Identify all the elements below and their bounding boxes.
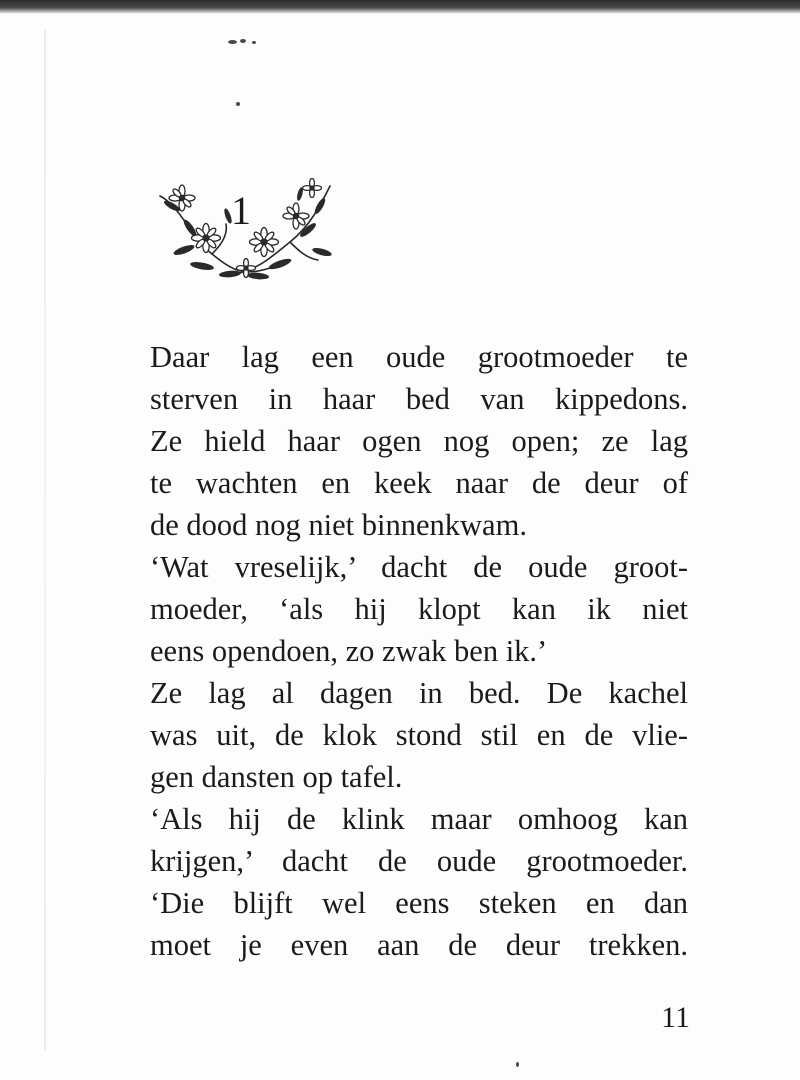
text-line: moeder, ‘als hij klopt kan ik niet — [150, 592, 688, 626]
page-number: 11 — [661, 1001, 690, 1034]
paragraph — [150, 672, 688, 798]
text-line: Ze hield haar ogen nog open; ze lag — [150, 424, 688, 458]
ink-speck — [516, 1062, 519, 1067]
text-line: Ze lag al dagen in bed. De kachel — [150, 676, 688, 710]
text-line: eens opendoen, zo zwak ben ik.’ — [150, 634, 548, 668]
text-line: Daar lag een oude grootmoeder te — [150, 340, 688, 374]
text-line: sterven in haar bed van kippedons. — [150, 382, 688, 416]
text-line: ‘Wat vreselijk,’ dacht de oude groot- — [150, 550, 688, 584]
ink-speck — [252, 41, 256, 44]
text-line: gen dansten op tafel. — [150, 760, 403, 794]
paragraph — [150, 546, 688, 672]
text-line: krijgen,’ dacht de oude grootmoeder. — [150, 844, 688, 878]
text-line: moet je even aan de deur trekken. — [150, 928, 688, 962]
paragraph — [150, 336, 688, 546]
paragraph — [150, 798, 688, 966]
chapter-body-text — [150, 336, 688, 966]
chapter-number: 1 — [231, 188, 251, 233]
text-line: was uit, de klok stond stil en de vlie- — [150, 718, 688, 752]
text-line: de dood nog niet binnenkwam. — [150, 508, 527, 542]
scan-top-edge — [0, 0, 800, 14]
ink-speck — [236, 102, 240, 106]
ink-speck — [228, 40, 237, 44]
page-gutter-shadow — [44, 30, 46, 1050]
text-line: te wachten en keek naar de deur of — [150, 466, 688, 500]
text-line: ‘Als hij de klink maar omhoog kan — [150, 802, 688, 836]
ink-speck — [240, 39, 246, 43]
text-line: ‘Die blijft wel eens steken en dan — [150, 886, 688, 920]
